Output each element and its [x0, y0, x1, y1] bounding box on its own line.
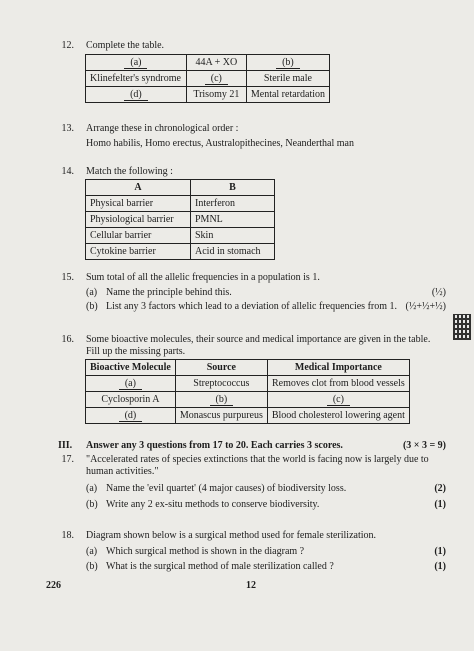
table-cell: Removes clot from blood vessels [267, 376, 409, 392]
q13-number: 13. [61, 123, 74, 134]
q18-number: 18. [61, 530, 74, 541]
q18b-marks: (1) [434, 561, 446, 572]
blank-a: (a) [124, 57, 147, 69]
q18-text: Diagram shown below is a surgical method used for female sterilization. [86, 530, 377, 541]
q17a-label: (a) [86, 483, 98, 494]
page-number: 12 [246, 580, 256, 591]
q17-text-line2: human activities." [86, 466, 159, 477]
table-cell: Physical barrier [86, 196, 191, 212]
table-cell: Cyclosporin A [86, 392, 176, 408]
table-row [86, 392, 410, 408]
table-row [86, 196, 275, 212]
blank-b: (b) [276, 57, 300, 69]
table-cell: Streptococcus [175, 376, 267, 392]
q17a-text: Name the 'evil quartet' (4 major causes) of biodiversity loss. [106, 483, 347, 494]
q17b-text: Write any 2 ex-situ methods to conserve biodiversity. [106, 499, 320, 510]
table-cell: Physiological barrier [86, 212, 191, 228]
blank-d: (d) [124, 89, 148, 101]
table-row [86, 408, 410, 424]
table-row [86, 87, 330, 103]
q15b-label: (b) [86, 301, 98, 312]
q15-text: Sum total of all the allelic frequencies in a population is 1. [86, 272, 320, 283]
column-header: A [86, 180, 191, 196]
section-instruction: Answer any 3 questions from 17 to 20. Each carries 3 scores. [86, 440, 343, 451]
column-header: Bioactive Molecule [86, 360, 176, 376]
table-row [86, 228, 275, 244]
qr-code-icon [453, 314, 471, 340]
table-header-row [86, 180, 275, 196]
table-cell: Sterile male [246, 71, 329, 87]
q17b-label: (b) [86, 499, 98, 510]
q18a-marks: (1) [434, 546, 446, 557]
section-number: III. [58, 440, 73, 451]
q15a-marks: (½) [431, 287, 446, 298]
q16-number: 16. [61, 334, 74, 345]
q14-text: Match the following : [86, 166, 173, 177]
q12-number: 12. [61, 40, 74, 51]
table-cell: Interferon [191, 196, 275, 212]
blank-c: (c) [205, 73, 228, 85]
blank-a: (a) [119, 378, 142, 390]
q17b-marks: (1) [434, 499, 446, 510]
q12-text: Complete the table. [86, 40, 165, 51]
table-row [86, 376, 410, 392]
paper-code: 226 [46, 580, 61, 591]
column-header: Source [175, 360, 267, 376]
table-cell: PMNL [191, 212, 275, 228]
table-cell: Cellular barrier [86, 228, 191, 244]
q17-text-line1: "Accelerated rates of species extinctions that the world is facing now is largely due to [86, 454, 429, 465]
table-cell: Klinefelter's syndrome [86, 71, 187, 87]
table-cell: 44A + XO [186, 55, 246, 71]
table-row [86, 71, 330, 87]
table-cell: Trisomy 21 [186, 87, 246, 103]
q15-number: 15. [61, 272, 74, 283]
q12-table [85, 54, 330, 103]
blank-d: (d) [119, 410, 143, 422]
table-cell: Blood cholesterol lowering agent [267, 408, 409, 424]
q14-table [85, 179, 275, 260]
table-cell: Cytokine barrier [86, 244, 191, 260]
q18b-label: (b) [86, 561, 98, 572]
q15b-text: List any 3 factors which lead to a deviation of allelic frequencies from 1. [106, 301, 398, 312]
q13-text: Arrange these in chronological order : [86, 123, 239, 134]
q16-text-line1: Some bioactive molecules, their source and medical importance are given in the table. [86, 334, 431, 345]
q14-number: 14. [61, 166, 74, 177]
table-cell: Monascus purpureus [175, 408, 267, 424]
table-header-row [86, 360, 410, 376]
q18b-text: What is the surgical method of male sterilization called ? [106, 561, 334, 572]
table-row [86, 212, 275, 228]
column-header: B [191, 180, 275, 196]
q15b-marks: (½+½+½) [405, 301, 446, 312]
table-cell: Acid in stomach [191, 244, 275, 260]
column-header: Medical Importance [267, 360, 409, 376]
q13-options: Homo habilis, Homo erectus, Australopithecines, Neanderthal man [86, 138, 354, 149]
q17-number: 17. [61, 454, 74, 465]
q15a-label: (a) [86, 287, 98, 298]
q15a-text: Name the principle behind this. [106, 287, 232, 298]
blank-b: (b) [210, 394, 234, 406]
q17a-marks: (2) [434, 483, 446, 494]
table-cell: Skin [191, 228, 275, 244]
q16-table [85, 359, 410, 424]
q18a-text: Which surgical method is shown in the diagram ? [106, 546, 305, 557]
q18a-label: (a) [86, 546, 98, 557]
table-row [86, 244, 275, 260]
section-marks: (3 × 3 = 9) [402, 440, 446, 451]
q16-text-line2: Fill up the missing parts. [86, 346, 186, 357]
table-cell: Mental retardation [246, 87, 329, 103]
blank-c: (c) [327, 394, 350, 406]
table-row [86, 55, 330, 71]
